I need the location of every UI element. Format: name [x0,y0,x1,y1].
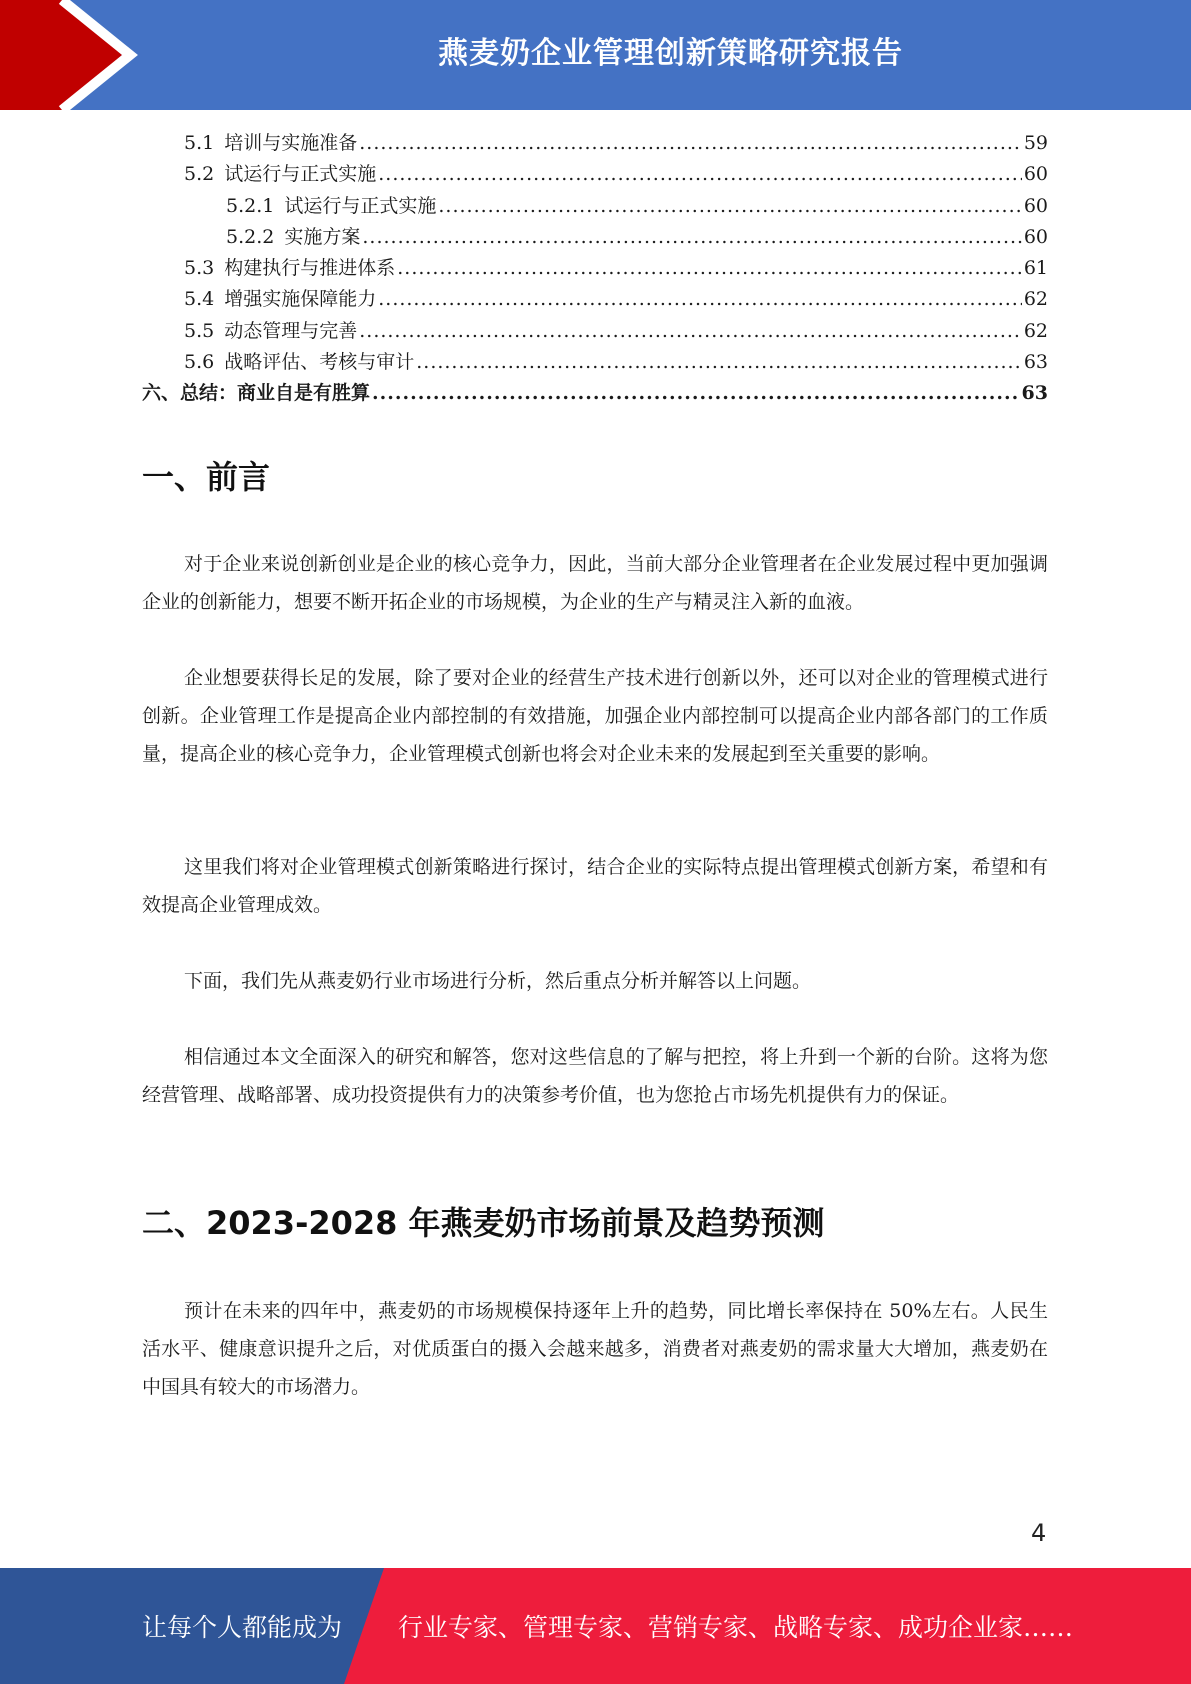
paragraph: 预计在未来的四年中，燕麦奶的市场规模保持逐年上升的趋势，同比增长率保持在 50%左右。人民生活水平、健康意识提升之后，对优质蛋白的摄入会越来越多，消费者对燕麦奶的需求量大大增加，燕麦奶在中国具有较大的市场潜力。 [142,1300,1048,1398]
toc-row[interactable] [142,347,1048,378]
paragraph: 下面，我们先从燕麦奶行业市场进行分析，然后重点分析并解答以上问题。 [184,970,812,992]
toc-row[interactable] [142,128,1048,159]
page-header [0,0,1191,110]
toc-number: 5.2.1 [226,194,275,217]
page-number: 4 [1031,1519,1047,1547]
toc-leader-dots [372,378,1020,409]
toc-page-number: 62 [1023,288,1048,311]
toc-page-number: 62 [1023,319,1048,342]
toc-number: 5.3 [184,257,215,280]
footer-slogan-left: 让每个人都能成为 [142,1613,343,1642]
toc-leader-dots [378,284,1022,315]
toc-leader-dots [359,316,1022,347]
paragraph: 对于企业来说创新创业是企业的核心竞争力，因此，当前大部分企业管理者在企业发展过程中更加强调企业的创新能力，想要不断开拓企业的市场规模，为企业的生产与精灵注入新的血液。 [142,553,1048,613]
toc-leader-dots [397,253,1022,284]
toc-page-number: 60 [1023,163,1048,186]
toc-page-number: 60 [1023,194,1048,217]
toc-leader-dots [359,128,1022,159]
toc-label: 动态管理与完善 [224,319,358,342]
toc-number: 5.1 [184,132,215,154]
toc-page-number: 63 [1021,382,1048,405]
paragraph: 企业想要获得长足的发展，除了要对企业的经营生产技术进行创新以外，还可以对企业的管理模式进行创新。企业管理工作是提高企业内部控制的有效措施，加强企业内部控制可以提高企业内部各部门的工作质量，提高企业的核心竞争力，企业管理模式创新也将会对企业未来的发展起到至关重要的影响。 [142,667,1048,765]
toc-leader-dots [362,222,1021,253]
toc-number: 5.2 [184,163,215,186]
paragraph: 这里我们将对企业管理模式创新策略进行探讨，结合企业的实际特点提出管理模式创新方案，希望和有效提高企业管理成效。 [142,856,1048,916]
toc-page-number: 63 [1023,351,1048,374]
toc-number: 5.4 [184,288,215,311]
toc-row[interactable] [142,222,1048,253]
footer-slogan-right: 行业专家、管理专家、营销专家、战略专家、成功企业家…… [398,1613,1074,1642]
toc-label: 增强实施保障能力 [224,288,377,311]
toc-row[interactable] [142,159,1048,190]
toc-row[interactable] [142,284,1048,315]
toc-page-number: 59 [1023,132,1048,154]
toc-number: 5.2.2 [226,225,275,248]
toc-label: 培训与实施准备 [224,132,358,154]
toc-number: 5.6 [184,351,215,374]
toc-label: 战略评估、考核与审计 [224,351,415,374]
header-title: 燕麦奶企业管理创新策略研究报告 [438,36,903,71]
toc-leader-dots [416,347,1022,378]
toc-row[interactable] [142,253,1048,284]
table-of-contents [142,128,1048,410]
toc-leader-dots [378,159,1022,190]
toc-row[interactable] [142,191,1048,222]
section-heading-forecast: 二、2023-2028 年燕麦奶市场前景及趋势预测 [142,1204,825,1242]
toc-label: 实施方案 [284,225,361,248]
toc-label: 构建执行与推进体系 [224,257,396,280]
toc-row[interactable] [142,378,1048,409]
toc-label: 试运行与正式实施 [224,163,377,186]
toc-page-number: 61 [1023,257,1048,280]
toc-page-number: 60 [1023,225,1048,248]
toc-label: 六、总结：商业自是有胜算 [142,382,371,405]
section-heading-preface: 一、前言 [142,458,271,496]
paragraph: 相信通过本文全面深入的研究和解答，您对这些信息的了解与把控，将上升到一个新的台阶。这将为您经营管理、战略部署、成功投资提供有力的决策参考价值，也为您抢占市场先机提供有力的保证。 [142,1046,1048,1106]
page-footer [0,1568,1191,1684]
toc-label: 试运行与正式实施 [284,194,437,217]
toc-number: 5.5 [184,319,215,342]
toc-row[interactable] [142,316,1048,347]
toc-leader-dots [438,191,1021,222]
